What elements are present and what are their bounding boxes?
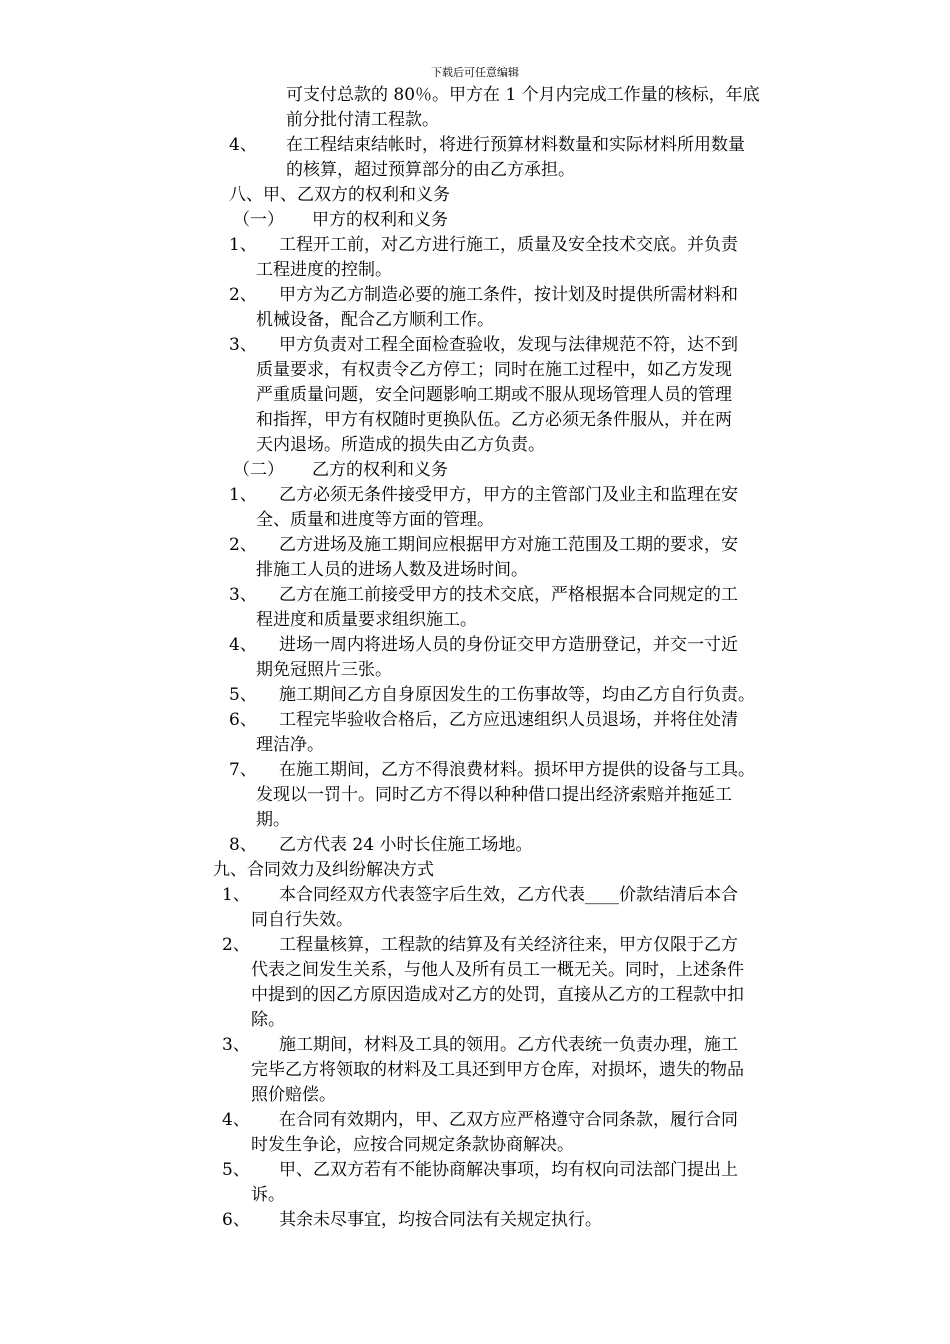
text-line: 质量要求，有权责令乙方停工；同时在施工过程中，如乙方发现 (256, 360, 732, 380)
text-line: 工程完毕验收合格后，乙方应迅速组织人员退场，并将住处清 (279, 710, 738, 730)
item-number: 2、 (222, 935, 250, 955)
text-line: 照价赔偿。 (251, 1085, 336, 1105)
text-line: 同自行失效。 (251, 910, 353, 930)
item-number: 4、 (229, 635, 257, 655)
text-line: 天内退场。所造成的损失由乙方负责。 (256, 435, 545, 455)
text-line: 完毕乙方将领取的材料及工具还到甲方仓库，对损坏，遗失的物品 (251, 1060, 744, 1080)
item-number: 1、 (229, 235, 257, 255)
text-line: 施工期间，材料及工具的领用。乙方代表统一负责办理，施工 (279, 1035, 738, 1055)
subsection-title: 甲方的权利和义务 (312, 210, 448, 230)
text-line: 代表之间发生关系，与他人及所有员工一概无关。同时，上述条件 (251, 960, 744, 980)
section-heading: 八、甲、乙双方的权利和义务 (229, 185, 450, 205)
text-line: 工程开工前，对乙方进行施工，质量及安全技术交底。并负责 (279, 235, 738, 255)
subsection-label: （一） (233, 210, 284, 230)
item-number: 4、 (222, 1110, 250, 1130)
item-number: 3、 (229, 335, 257, 355)
section-heading: 九、合同效力及纠纷解决方式 (213, 860, 434, 880)
text-line: 机械设备，配合乙方顺利工作。 (256, 310, 494, 330)
item-number: 3、 (229, 585, 257, 605)
text-line: 在合同有效期内，甲、乙双方应严格遵守合同条款，履行合同 (279, 1110, 738, 1130)
item-number: 8、 (229, 835, 257, 855)
text-line: 全、质量和进度等方面的管理。 (256, 510, 494, 530)
text-line: 程进度和质量要求组织施工。 (256, 610, 477, 630)
text-line: 工程进度的控制。 (256, 260, 392, 280)
text-line: 时发生争论，应按合同规定条款协商解决。 (251, 1135, 574, 1155)
text-line: 前分批付清工程款。 (286, 110, 439, 130)
text-line: 的核算，超过预算部分的由乙方承担。 (286, 160, 575, 180)
text-line: 乙方必须无条件接受甲方，甲方的主管部门及业主和监理在安 (279, 485, 738, 505)
item-number: 5、 (229, 685, 257, 705)
item-number: 2、 (229, 535, 257, 555)
page-header: 下载后可任意编辑 (431, 66, 519, 79)
text-line: 甲方负责对工程全面检查验收，发现与法律规范不符，达不到 (279, 335, 738, 355)
subsection-title: 乙方的权利和义务 (312, 460, 448, 480)
text-line: 中提到的因乙方原因造成对乙方的处罚，直接从乙方的工程款中扣 (251, 985, 744, 1005)
item-number: 6、 (229, 710, 257, 730)
text-line: 甲、乙双方若有不能协商解决事项，均有权向司法部门提出上 (279, 1160, 738, 1180)
item-number: 7、 (229, 760, 257, 780)
text-line: 除。 (251, 1010, 285, 1030)
item-number: 2、 (229, 285, 257, 305)
text-line: 理洁净。 (256, 735, 324, 755)
text-line: 在施工期间，乙方不得浪费材料。损坏甲方提供的设备与工具。 (279, 760, 755, 780)
text-line: 发现以一罚十。同时乙方不得以种种借口提出经济索赔并拖延工 (256, 785, 732, 805)
text-line: 其余未尽事宜，均按合同法有关规定执行。 (279, 1210, 602, 1230)
text-line: 严重质量问题，安全问题影响工期或不服从现场管理人员的管理 (256, 385, 732, 405)
text-line: 乙方进场及施工期间应根据甲方对施工范围及工期的要求，安 (279, 535, 738, 555)
text-line: 在工程结束结帐时，将进行预算材料数量和实际材料所用数量 (286, 135, 745, 155)
item-number: 1、 (229, 485, 257, 505)
text-line: 乙方在施工前接受甲方的技术交底，严格根据本合同规定的工 (279, 585, 738, 605)
item-number: 6、 (222, 1210, 250, 1230)
text-line: 本合同经双方代表签字后生效，乙方代表____价款结清后本合 (279, 885, 738, 905)
item-number: 3、 (222, 1035, 250, 1055)
item-number: 5、 (222, 1160, 250, 1180)
text-line: 和指挥，甲方有权随时更换队伍。乙方必须无条件服从，并在两 (256, 410, 732, 430)
text-line: 可支付总款的 80％。甲方在 1 个月内完成工作量的核标，年底 (286, 85, 760, 105)
text-line: 乙方代表 24 小时长住施工场地。 (279, 835, 533, 855)
text-line: 期免冠照片三张。 (256, 660, 392, 680)
text-line: 期。 (256, 810, 290, 830)
text-line: 施工期间乙方自身原因发生的工伤事故等，均由乙方自行负责。 (279, 685, 755, 705)
text-line: 排施工人员的进场人数及进场时间。 (256, 560, 528, 580)
item-number: 4、 (229, 135, 257, 155)
text-line: 工程量核算，工程款的结算及有关经济往来，甲方仅限于乙方 (279, 935, 738, 955)
subsection-label: （二） (233, 460, 284, 480)
text-line: 进场一周内将进场人员的身份证交甲方造册登记，并交一寸近 (279, 635, 738, 655)
text-line: 诉。 (251, 1185, 285, 1205)
text-line: 甲方为乙方制造必要的施工条件，按计划及时提供所需材料和 (279, 285, 738, 305)
item-number: 1、 (222, 885, 250, 905)
